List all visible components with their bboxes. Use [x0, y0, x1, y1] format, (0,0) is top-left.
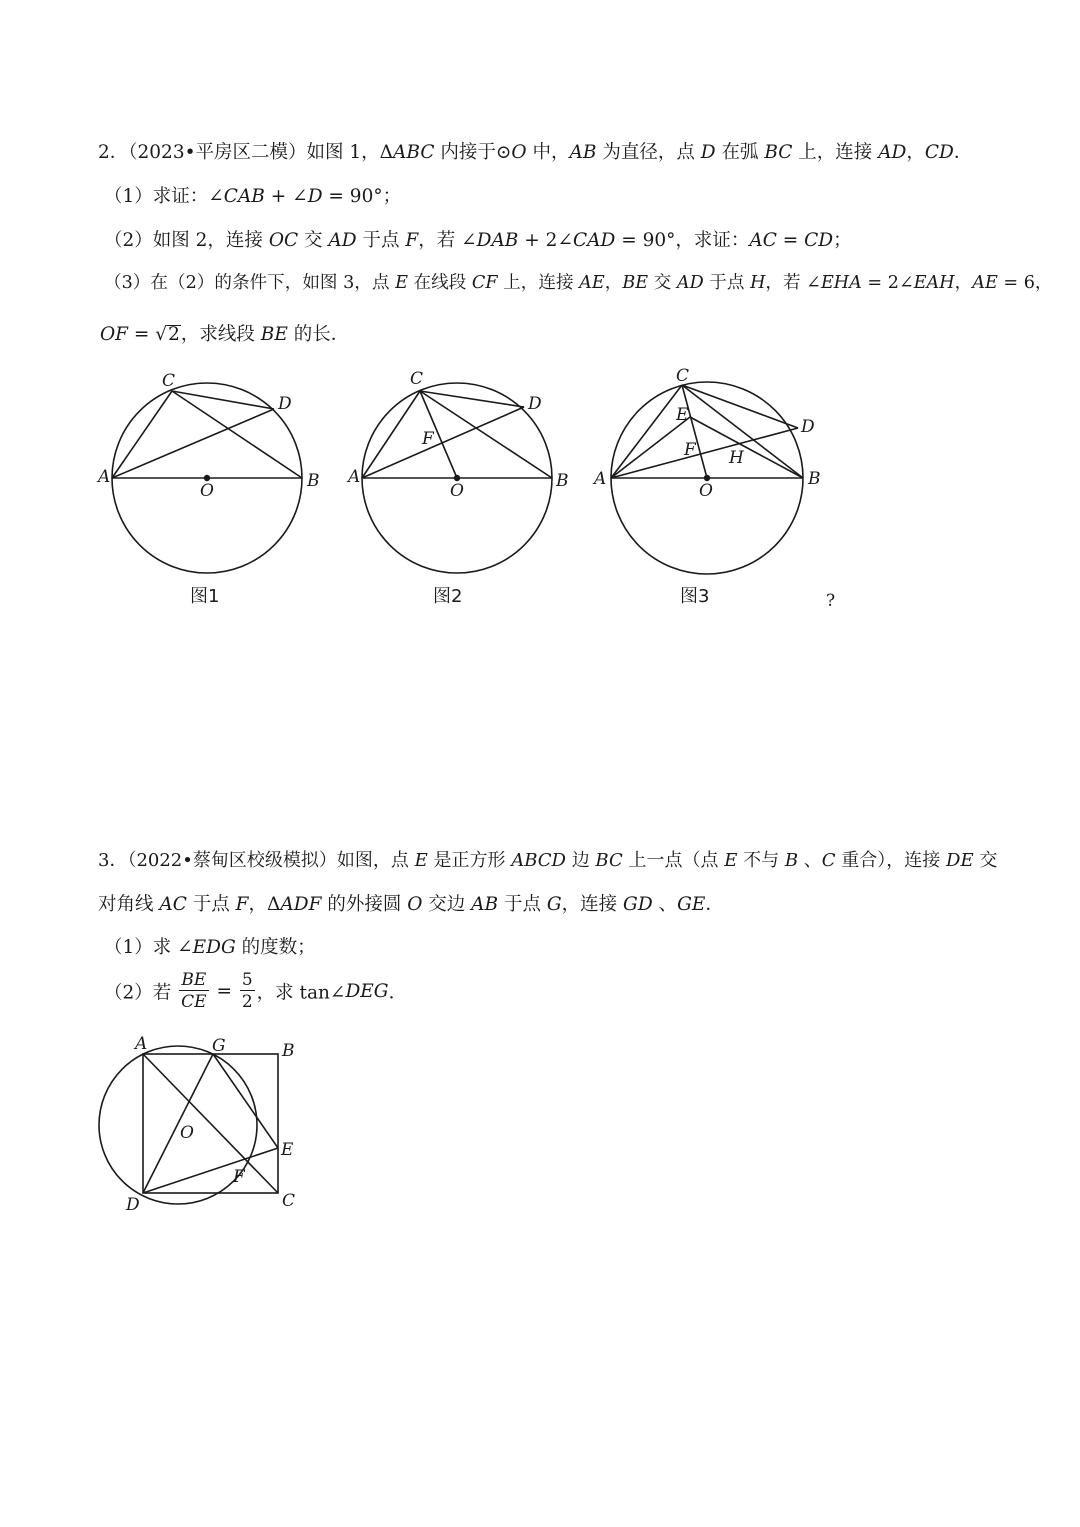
fig2-label-d: D — [528, 394, 542, 414]
fig3-label-h: H — [729, 448, 744, 468]
sq-label-g: G — [212, 1036, 226, 1056]
fig3-label-f: F — [684, 440, 696, 460]
fig3-segment-oc — [682, 385, 707, 478]
p3-line-3: （1）求 ∠EDG 的度数； — [104, 937, 316, 958]
segment-gd — [143, 1054, 213, 1193]
fraction-5-2: $\frac{5}{2}$ — [241, 970, 253, 1012]
p2-line-1: 2．（2023•平房区二模）如图 1，ΔABC 内接于⊙O 中，AB 为直径，点 D 在弧 BC 上，连接 AD，CD． — [98, 142, 973, 163]
fraction-be-ce: $\frac{BE}{CE}$ — [181, 970, 207, 1012]
fig3-label-d: D — [801, 417, 815, 437]
fig1-label-o: O — [200, 481, 214, 501]
fig1-segment-cd — [172, 391, 274, 409]
sq-label-c: C — [282, 1191, 296, 1211]
figure-3 — [590, 365, 840, 615]
segment-de — [143, 1148, 278, 1193]
fig3-label-e: E — [676, 405, 689, 425]
fig3-caption: 图3 — [680, 586, 710, 607]
sq-label-d: D — [126, 1195, 140, 1215]
fig1-label-b: B — [307, 471, 320, 491]
fig3-label-a: A — [594, 469, 607, 489]
fig2-label-c: C — [410, 369, 424, 389]
fig1-caption: 图1 — [190, 586, 220, 607]
p3-line-1: 3．（2022•蔡甸区校级模拟）如图，点 E 是正方形 ABCD 边 BC 上一点（点 E 不与 B 、C 重合），连接 DE 交 — [98, 850, 998, 871]
sq-label-f: F — [233, 1167, 245, 1187]
fig1-label-a: A — [98, 467, 111, 487]
fig1-label-c: C — [162, 371, 176, 391]
p2-line-2: （1）求证：∠CAB + ∠D = 90°； — [104, 186, 402, 207]
sq-label-o: O — [180, 1123, 194, 1143]
sq-label-e: E — [281, 1140, 294, 1160]
fig2-label-a: A — [348, 467, 361, 487]
stray-question-mark: ? — [826, 591, 836, 611]
fig2-label-b: B — [556, 471, 569, 491]
p3-line-4: （2）若 $\frac{BE}{CE}$ = $\frac{5}{2}$ ，求 tan∠DEG． — [104, 970, 408, 1012]
segment-ge — [213, 1054, 278, 1148]
fig1-label-d: D — [278, 394, 292, 414]
fig2-caption: 图2 — [433, 586, 463, 607]
fig2-label-f: F — [422, 429, 434, 449]
sq-label-b: B — [282, 1041, 295, 1061]
fig2-label-o: O — [450, 481, 464, 501]
sq-label-a: A — [135, 1034, 148, 1054]
figure-1 — [90, 365, 340, 615]
fig3-label-c: C — [676, 366, 690, 386]
fig3-label-b: B — [808, 469, 821, 489]
figure-2 — [340, 365, 590, 615]
fig3-label-o: O — [699, 481, 713, 501]
p2-line-4: （3）在（2）的条件下，如图 3，点 E 在线段 CF 上，连接 AE，BE 交 AD 于点 H，若 ∠EHA = 2∠EAH，AE = 6， — [104, 273, 1053, 293]
figure-square — [95, 1030, 315, 1220]
p2-line-5: OF = √2，求线段 BE 的长． — [100, 324, 350, 345]
p3-line-2: 对角线 AC 于点 F，ΔADF 的外接圆 O 交边 AB 于点 G，连接 GD 、GE． — [98, 894, 724, 915]
fig3-segment-be — [690, 417, 803, 478]
p2-line-3: （2）如图 2，连接 OC 交 AD 于点 F，若 ∠DAB + 2∠CAD = 90°，求证：AC = CD； — [104, 230, 852, 251]
